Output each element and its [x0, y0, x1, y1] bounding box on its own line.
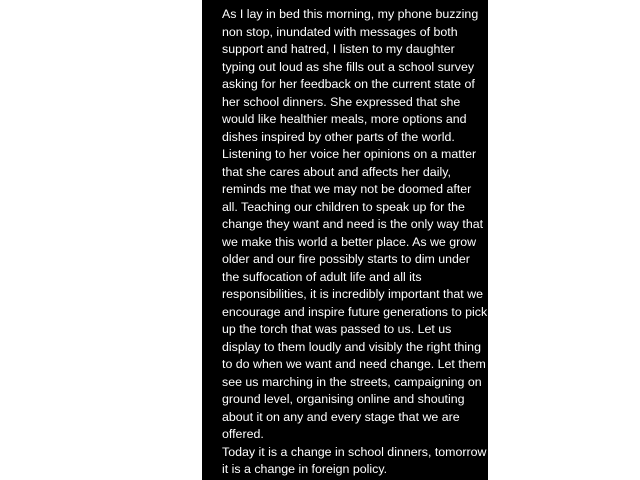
note-line: up the torch that was passed to us. Let us	[222, 322, 452, 336]
note-line: about it on any and every stage that we are	[222, 409, 460, 424]
note-line: reminds me that we may not be doomed after	[222, 182, 472, 196]
note-line: offered.	[222, 427, 264, 441]
note-line: Today it is a change in school dinners, tomorrow	[222, 444, 487, 459]
note-line: typing out loud as she fills out a school survey	[222, 59, 475, 74]
note-line: that she cares about and affects her daily,	[222, 164, 451, 179]
note-line: Listening to her voice her opinions on a matter	[222, 147, 477, 161]
note-line: all. Teaching our children to speak up for the	[222, 199, 465, 214]
note-line: would like healthier meals, more options and	[222, 112, 467, 126]
note-line: to do when we want and need change. Let them	[222, 357, 486, 371]
note-line: support and hatred, I listen to my daughter	[222, 42, 455, 56]
note-line: dishes inspired by other parts of the world.	[222, 129, 455, 144]
note-line: see us marching in the streets, campaigning on	[222, 374, 482, 389]
note-line: we make this world a better place. As we grow	[222, 234, 477, 249]
note-line: non stop, inundated with messages of both	[222, 24, 458, 39]
note-line: her school dinners. She expressed that she	[222, 94, 461, 109]
note-body[interactable]	[222, 6, 488, 479]
note-line: the suffocation of adult life and all its	[222, 269, 422, 284]
note-line: change they want and need is the only way that	[222, 217, 484, 231]
note-line: responsibilities, it is incredibly important that we	[222, 287, 484, 301]
note-line: older and our fire possibly starts to dim under	[222, 252, 470, 266]
note-line: encourage and inspire future generations to pick	[222, 304, 488, 319]
note-line: display to them loudly and visibly the right thing	[222, 339, 481, 354]
note-line: ground level, organising online and shouting	[222, 392, 465, 406]
notes-screen[interactable]	[202, 0, 488, 480]
note-line: asking for her feedback on the current state of	[222, 77, 475, 91]
note-line: As I lay in bed this morning, my phone buzzing	[222, 7, 479, 21]
note-line: it is a change in foreign policy.	[222, 462, 388, 476]
